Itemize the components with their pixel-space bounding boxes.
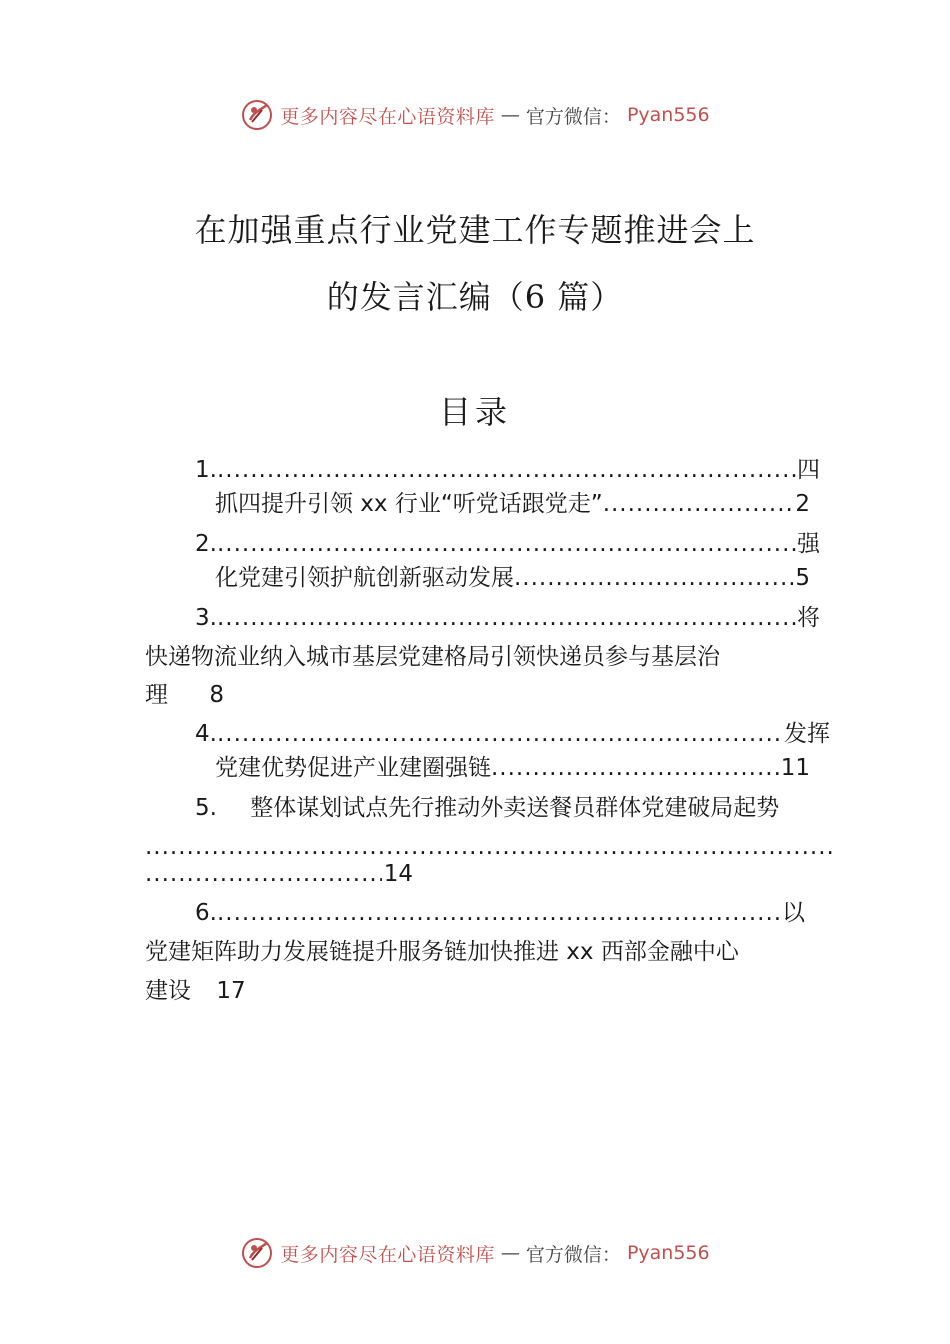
toc-entry-page: 5 [795,565,810,591]
footer-banner [0,1233,950,1273]
toc-entry-title: 快递物流业纳入城市基层党建格局引领快递员参与基层治 [145,644,720,670]
toc-entry-3-line-3[interactable] [145,680,224,710]
toc-entry-title: 抓四提升引领 xx 行业“听党话跟党走” [215,491,603,517]
toc-entry-3-line-1[interactable] [195,603,820,633]
toc-leader-dots [217,455,797,485]
toc-leader-dots [603,489,794,519]
banner-dash: — [500,104,520,126]
toc-leader-dots [217,603,797,633]
toc-entry-1-line-2[interactable] [215,489,810,519]
toc-entry-1-line-1[interactable] [195,455,820,485]
toc-heading: 目录 [438,393,511,431]
toc-entry-2-line-1[interactable] [195,529,820,559]
toc-leader-dots [217,898,782,928]
toc-entry-title-tail: 理 [145,682,168,708]
toc-entry-5-line-2[interactable] [145,832,833,862]
banner-wechat-id: Pyan556 [626,1242,710,1264]
toc-entry-first-word: 强 [797,531,820,557]
document-title-line-1: 在加强重点行业党建工作专题推进会上 [194,211,756,249]
toc-entry-4-line-1[interactable] [195,719,830,749]
toc-entry-number: 4. [195,721,217,747]
banner-wechat-id: Pyan556 [626,104,710,126]
toc-entry-page: 11 [780,755,810,781]
toc-entry-first-word: 将 [797,605,820,631]
banner-wechat-label: 官方微信： [525,1243,621,1266]
toc-entry-4-line-2[interactable] [215,753,810,783]
toc-leader-dots [217,719,784,749]
document-title-line-2: 的发言汇编（6 篇） [326,278,624,316]
toc-leader-dots [514,563,793,593]
toc-entry-title: 化党建引领护航创新驱动发展 [215,565,514,591]
toc-entry-6-line-1[interactable] [195,898,805,928]
toc-leader-dots [217,529,797,559]
banner-dash: — [500,1242,520,1264]
toc-entry-page: 17 [216,978,246,1004]
toc-entry-page: 8 [209,682,224,708]
toc-entry-5-line-3[interactable] [145,859,413,889]
toc-entry-first-word: 四 [797,457,820,483]
brand-logo-icon [240,98,274,132]
header-banner [0,95,950,135]
toc-entry-title: 党建矩阵助力发展链提升服务链加快推进 xx 西部金融中心 [145,939,739,965]
toc-leader-dots [491,753,779,783]
toc-leader-dots [145,832,833,862]
toc-entry-3-line-2[interactable] [145,642,825,672]
toc-entry-2-line-2[interactable] [215,563,810,593]
toc-entry-6-line-3[interactable] [145,976,246,1006]
toc-entry-number: 2. [195,531,217,557]
toc-entry-6-line-2[interactable] [145,937,825,967]
toc-entry-5-line-1[interactable] [195,793,840,823]
toc-entry-number: 3. [195,605,217,631]
toc-entry-title: 整体谋划试点先行推动外卖送餐员群体党建破局起势 [250,795,780,821]
toc-entry-page: 2 [795,491,810,517]
brand-logo-icon [240,1236,274,1270]
toc-entry-number: 5. [195,795,217,821]
banner-lead-text: 更多内容尽在心语资料库 [280,1243,495,1266]
toc-entry-number: 1. [195,457,217,483]
banner-lead-text: 更多内容尽在心语资料库 [280,105,495,128]
toc-entry-title: 党建优势促进产业建圈强链 [215,755,491,781]
toc-entry-first-word: 以 [782,900,805,926]
toc-entry-page: 14 [383,861,413,887]
banner-wechat-label: 官方微信： [525,105,621,128]
toc-entry-title-tail: 建设 [145,978,191,1004]
toc-leader-dots [145,859,382,889]
toc-entry-first-word: 发挥 [784,721,830,747]
toc-entry-number: 6. [195,900,217,926]
